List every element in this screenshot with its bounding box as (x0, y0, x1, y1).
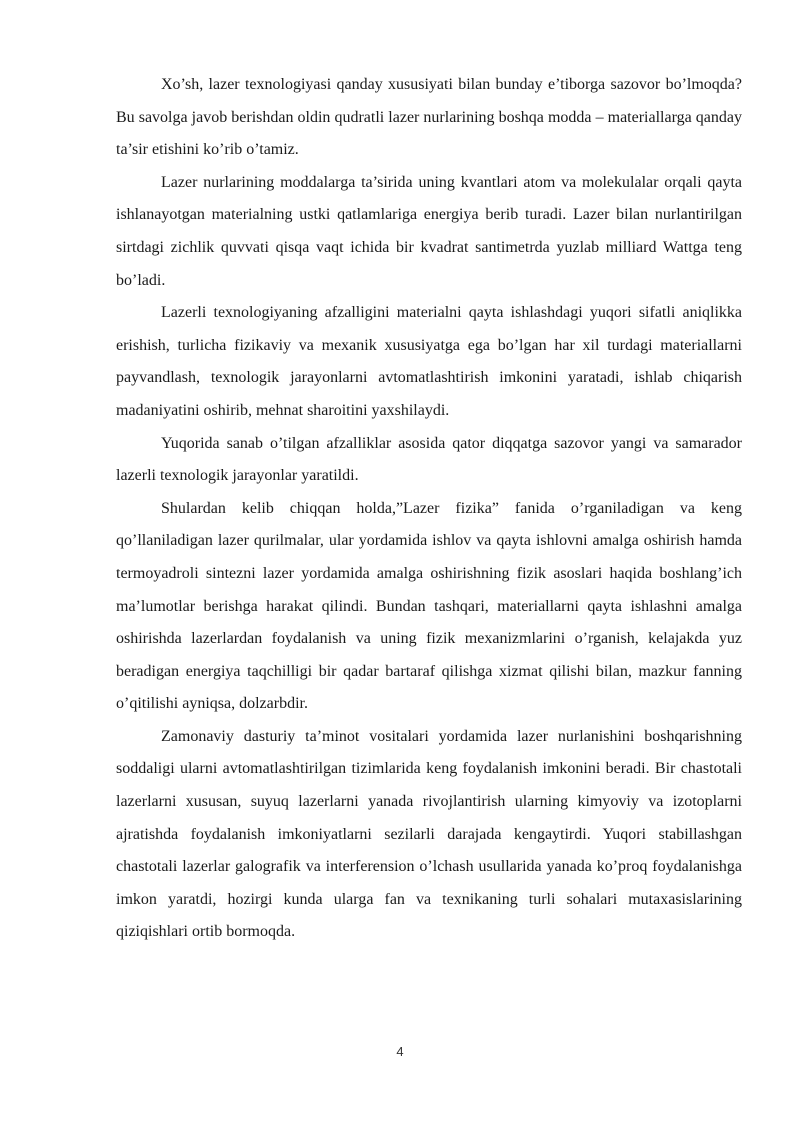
document-body (116, 69, 742, 949)
paragraph-4: Yuqorida sanab o’tilgan afzalliklar asosida qator diqqatga sazovor yangi va samarador lazerli texnologik jarayonlar yaratildi. (116, 434, 742, 485)
paragraph-6: Zamonaviy dasturiy ta’minot vositalari yordamida lazer nurlanishini boshqarishning soddaligi ularni avtomatlashtirilgan tizimlarida keng foydalanish imkonini beradi. Bir chastotali lazerlarni xususan, suyuq lazerlarni yanada rivojlantirish ularning kimyoviy va izotoplarni ajratishda foydalanish imkoniyatlarni sezilarli darajada kengaytirdi. Yuqori stabillashgan chastotali lazerlar galografik va interferension o’lchash usullarida yanada ko’proq foydalanishga imkon yaratdi, hozirgi kunda ularga fan va texnikaning turli sohalari mutaxasislarining qiziqishlari ortib bormoqda. (116, 727, 742, 941)
page-number: 4 (396, 1044, 404, 1059)
paragraph-2: Lazer nurlarining moddalarga ta’sirida uning kvantlari atom va molekulalar orqali qayta ishlanayotgan materialning ustki qatlamlariga energiya berib turadi. Lazer bilan nurlantirilgan sirtdagi zichlik quvvati qisqa vaqt ichida bir kvadrat santimetrda yuzlab milliard Wattga teng bo’ladi. (116, 173, 742, 289)
paragraph-1: Xo’sh, lazer texnologiyasi qanday xususiyati bilan bunday e’tiborga sazovor bo’lmoqda? Bu savolga javob berishdan oldin qudratli lazer nurlarining boshqa modda – materiallarga qanday ta’sir etishini ko’rib o’tamiz. (116, 76, 742, 159)
paragraph-5: Shulardan kelib chiqqan holda,”Lazer fizika” fanida o’rganiladigan va keng qo’llaniladigan lazer qurilmalar, ular yordamida ishlov va qayta ishlovni amalga oshirish hamda termoyadroli sintezni lazer yordamida amalga oshirishning fizik asoslari haqida boshlang’ich ma’lumotlar berishga harakat qilindi. Bundan tashqari, materiallarni qayta ishlashni amalga oshirishda lazerlardan foydalanish va uning fizik mexanizmlarini o’rganish, kelajakda yuz beradigan energiya taqchilligi bir qadar bartaraf qilishga xizmat qilishi bilan, mazkur fanning o’qitilishi ayniqsa, dolzarbdir. (116, 499, 742, 713)
paragraph-3: Lazerli texnologiyaning afzalligini materialni qayta ishlashdagi yuqori sifatli aniqlikka erishish, turlicha fizikaviy va mexanik xususiyatga ega bo’lgan har xil turdagi materiallarni payvandlash, texnologik jarayonlarni avtomatlashtirish imkonini yaratadi, ishlab chiqarish madaniyatini oshirib, mehnat sharoitini yaxshilaydi. (116, 304, 742, 419)
